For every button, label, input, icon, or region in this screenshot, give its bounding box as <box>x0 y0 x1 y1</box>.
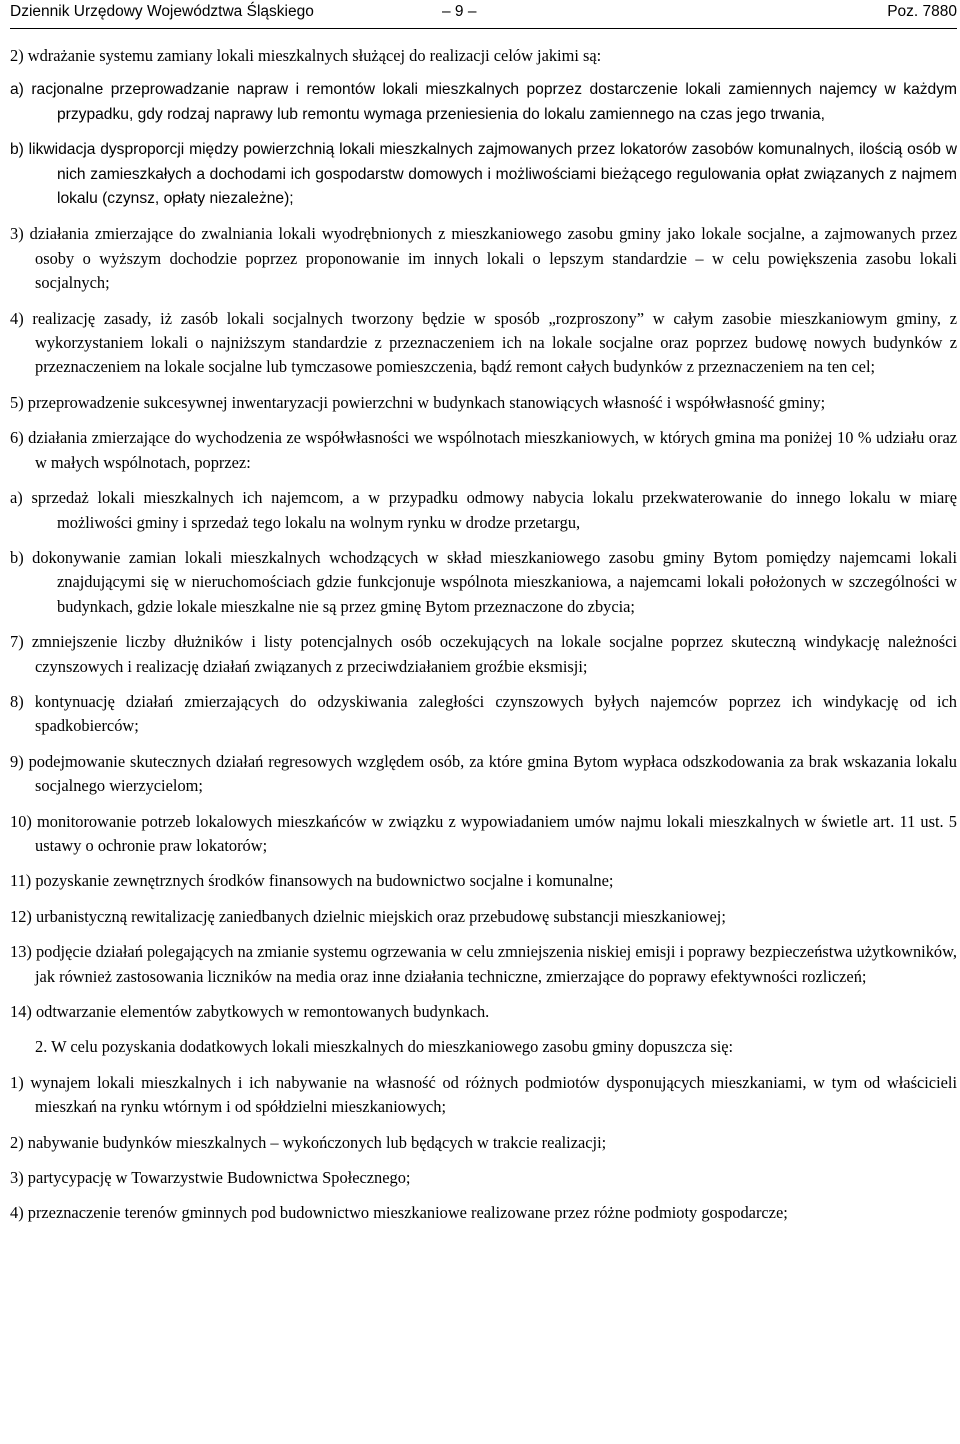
list-subitem-2b: b) likwidacja dysproporcji między powierzchnią lokali mieszkalnych zajmowanych przez lokatorów zasobów komunalnych, ilością osób w nich zamieszkałych a dochodami ich gospodarstw domowych i możliwościami bieżącego regulowania opłat związanych z najmem lokalu (czynsz, opłaty niezależne); <box>10 141 957 208</box>
page-number: – 9 – <box>442 3 477 20</box>
list-subitem-6a: a) sprzedaż lokali mieszkalnych ich najemcom, a w przypadku odmowy nabycia lokalu przekwaterowanie do innego lokalu w miarę możliwości gminy i sprzedaż tego lokalu na wolnym rynku w drodze przetargu, <box>10 488 957 532</box>
list-item-6: 6) działania zmierzające do wychodzenia ze współwłasności we wspólnotach mieszkaniowych, w których gmina ma poniżej 10 % udziału oraz w małych wspólnotach, poprzez: <box>10 428 957 472</box>
list-item-4: 4) realizację zasady, iż zasób lokali socjalnych tworzony będzie w sposób „rozproszony” w całym zasobie mieszkaniowym gminy, z wykorzystaniem lokali o najniższym standardzie z przeznaczeniem ich na lokale socjalne oraz poprzez budowę nowych budynków z przeznaczeniem na lokale socjalne lub tymczasowe pomieszczenia, bądź remont całych budynków z przeznaczeniem na ten cel; <box>10 308 957 377</box>
list-item-10: 10) monitorowanie potrzeb lokalowych mieszkańców w związku z wypowiadaniem umów najmu lokali mieszkalnych w świetle art. 11 ust. 5 ustawy o ochronie praw lokatorów; <box>10 811 957 855</box>
list-subitem-6b: b) dokonywanie zamian lokali mieszkalnych wchodzących w skład mieszkaniowego zasobu gminy Bytom pomiędzy najemcami lokali znajdującymi się w nieruchomościach gdzie funkcjonuje wspólnota mieszkaniowa, a najemcami lokali położonych w szczególności w budynkach, gdzie lokale mieszkalne nie są przez gminę Bytom przeznaczone do zbycia; <box>10 547 957 616</box>
list-item-9: 9) podejmowanie skutecznych działań regresowych względem osób, za które gmina Bytom wypłaca odszkodowania za brak wskazania lokalu socjalnego wierzycielom; <box>10 751 957 796</box>
list-subitem-2a: a) racjonalne przeprowadzanie napraw i remontów lokali mieszkalnych poprzez dostarczenie lokali zamiennych najemcy w każdym przypadku, gdy rodzaj naprawy lub remontu wymaga przeniesienia do lokalu zamiennego na czas jego trwania, <box>10 81 957 123</box>
section-2-item-3: 3) partycypację w Towarzystwie Budownictwa Społecznego; <box>10 1168 411 1188</box>
list-item-2: 2) wdrażanie systemu zamiany lokali mieszkalnych służącej do realizacji celów jakimi są: <box>10 46 602 65</box>
list-item-14: 14) odtwarzanie elementów zabytkowych w remontowanych budynkach. <box>10 1002 490 1021</box>
list-item-13: 13) podjęcie działań polegających na zmianie systemu ogrzewania w celu zmniejszenia niskiej emisji i poprawy bezpieczeństwa użytkowników, jak również zastosowania liczników na media oraz inne działania techniczne, zmierzające do poprawy efektywności rozliczeń; <box>10 942 957 986</box>
section-2-item-2: 2) nabywanie budynków mieszkalnych – wykończonych lub będących w trakcie realizacji; <box>10 1132 607 1152</box>
list-item-5: 5) przeprowadzenie sukcesywnej inwentaryzacji powierzchni w budynkach stanowiących własność i współwłasność gminy; <box>10 392 826 412</box>
list-item-8: 8) kontynuację działań zmierzających do odzyskiwania zaległości czynszowych byłych najemców poprzez ich windykację od ich spadkobierców; <box>10 691 957 736</box>
list-item-11: 11) pozyskanie zewnętrznych środków finansowych na budownictwo socjalne i komunalne; <box>10 871 614 891</box>
list-item-12: 12) urbanistyczną rewitalizację zaniedbanych dzielnic miejskich oraz przebudowę substancji mieszkaniowej; <box>10 906 726 926</box>
list-item-7: 7) zmniejszenie liczby dłużników i listy potencjalnych osób oczekujących na lokale socjalne poprzez skuteczną windykację należności czynszowych i realizację działań związanych z przeciwdziałaniem groźbie eksmisji; <box>10 632 957 676</box>
section-2-item-1: 1) wynajem lokali mieszkalnych i ich nabywanie na własność od różnych podmiotów dysponujących mieszkaniami, w tym od właścicieli mieszkań na rynku wtórnym i od spółdzielni mieszkaniowych; <box>10 1072 957 1117</box>
document-body <box>10 29 957 1226</box>
page-header <box>10 0 957 29</box>
position-number: Poz. 7880 <box>887 3 957 20</box>
journal-title: Dziennik Urzędowy Województwa Śląskiego <box>10 3 314 20</box>
section-2-intro: 2. W celu pozyskania dodatkowych lokali mieszkalnych do mieszkaniowego zasobu gminy dopuszcza się: <box>35 1037 734 1057</box>
section-2-item-4: 4) przeznaczenie terenów gminnych pod budownictwo mieszkaniowe realizowane przez różne podmioty gospodarcze; <box>10 1203 788 1223</box>
list-item-3: 3) działania zmierzające do zwalniania lokali wyodrębnionych z mieszkaniowego zasobu gminy jako lokale socjalne, a zajmowanych przez osoby o wyższym dochodzie poprzez proponowanie im innych lokali o lepszym standardzie – w celu powiększenia zasobu lokali socjalnych; <box>10 224 957 293</box>
